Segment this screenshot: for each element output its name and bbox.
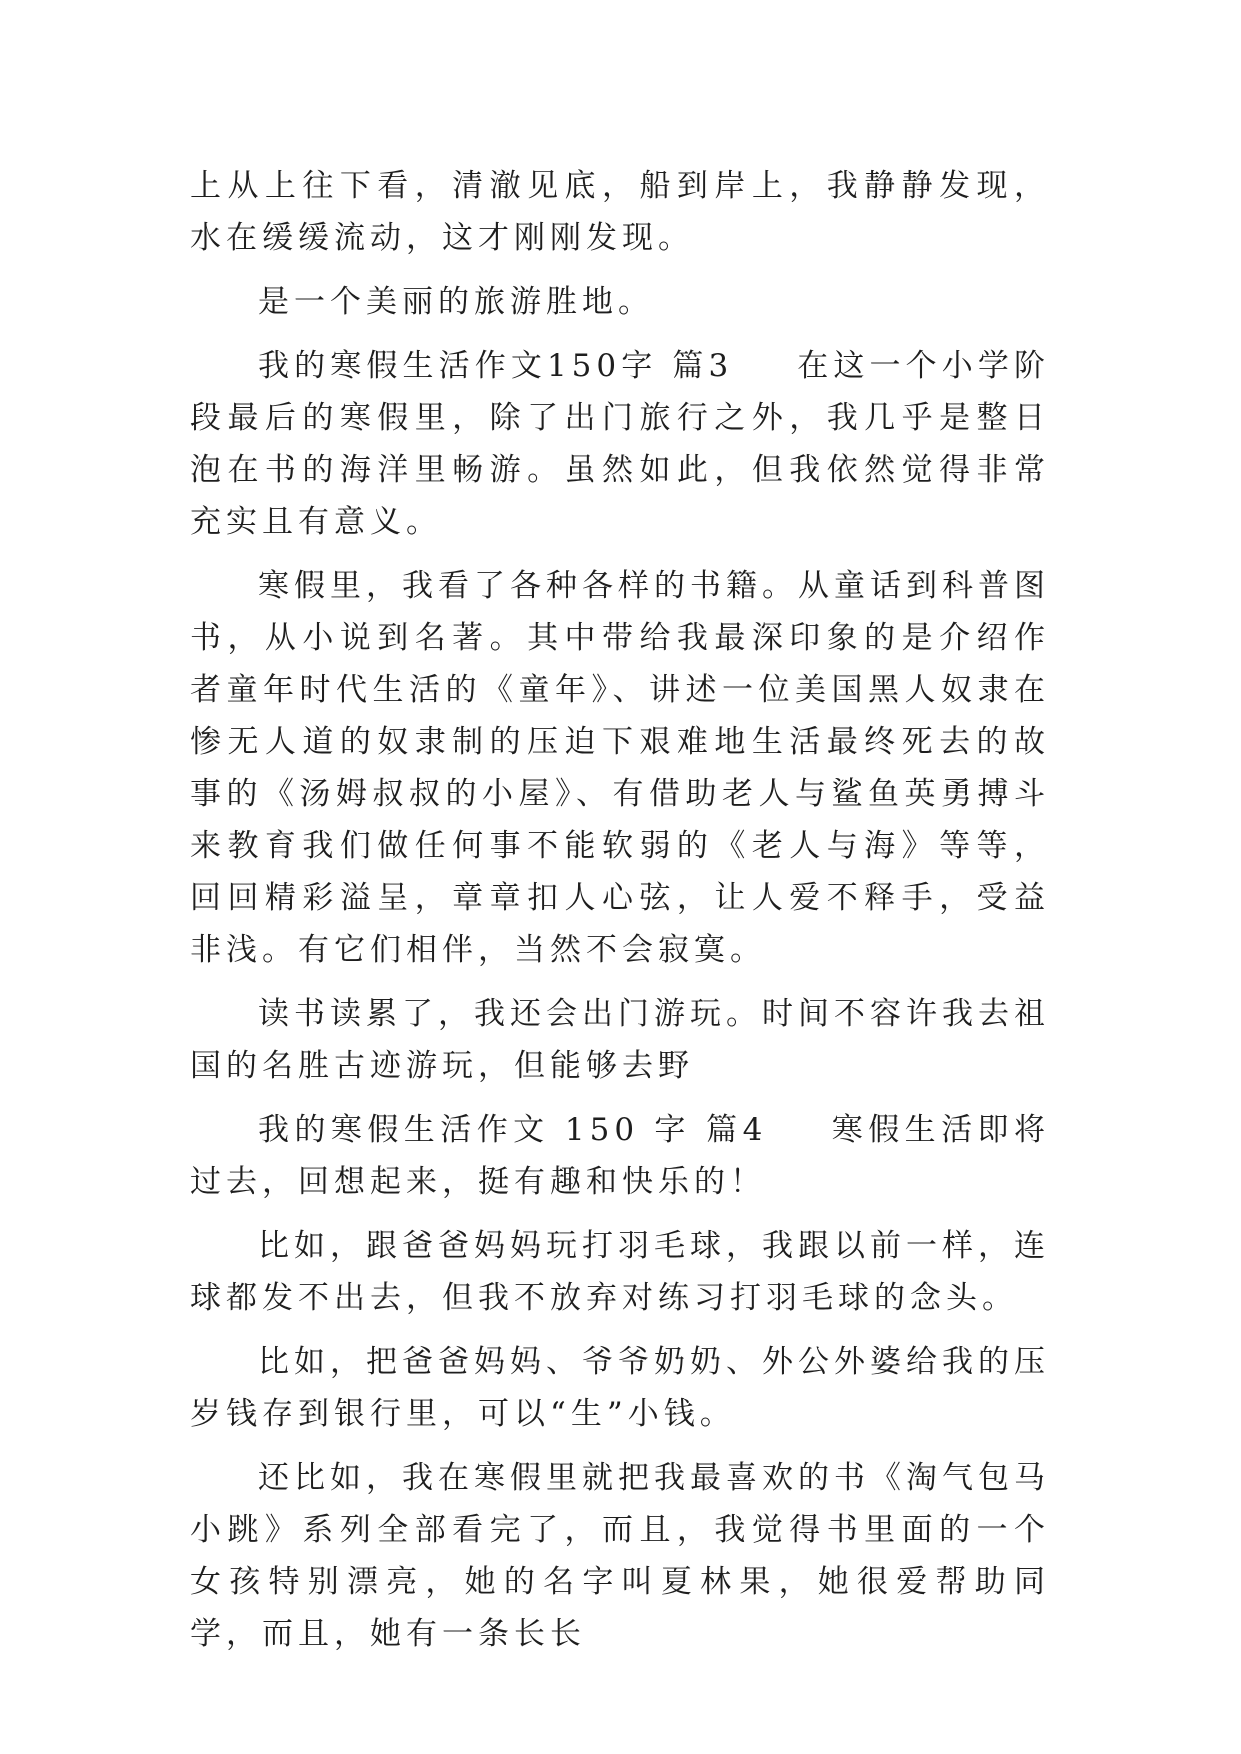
paragraph-text: 还比如，我在寒假里就把我最喜欢的书《淘气包马小跳》系列全部看完了，而且，我觉得书里面的一个女孩特别漂亮，她的名字叫夏林果，她很爱帮助同学，而且，她有一条长长 [190,1460,1050,1652]
paragraph-6 [190,1104,1050,1208]
paragraph-9 [190,1452,1050,1660]
paragraph-2 [190,276,1050,328]
paragraph-text: 在这一个小学阶段最后的寒假里，除了出门旅行之外，我几乎是整日泡在书的海洋里畅游。虽然如此，但我依然觉得非常充实且有意义。 [190,348,1051,540]
section-heading: 我的寒假生活作文 150 字 篇4 [258,1112,768,1148]
paragraph-4 [190,560,1050,976]
paragraph-7 [190,1220,1050,1324]
paragraph-text: 寒假生活即将过去，回想起来，挺有趣和快乐的！ [190,1112,1050,1200]
paragraph-8 [190,1336,1050,1440]
document-page [190,160,1050,1672]
paragraph-text: 读书读累了，我还会出门游玩。时间不容许我去祖国的名胜古迹游玩，但能够去野 [190,996,1050,1084]
paragraph-text: 寒假里，我看了各种各样的书籍。从童话到科普图书，从小说到名著。其中带给我最深印象的是介绍作者童年时代生活的《童年》、讲述一位美国黑人奴隶在惨无人道的奴隶制的压迫下艰难地生活最终死去的故事的《汤姆叔叔的小屋》、有借助老人与鲨鱼英勇搏斗来教育我们做任何事不能软弱的《老人与海》等等，回回精彩溢呈，章章扣人心弦，让人爱不释手，受益非浅。有它们相伴，当然不会寂寞。 [190,568,1050,968]
paragraph-5 [190,988,1050,1092]
paragraph-text: 是一个美丽的旅游胜地。 [258,284,654,320]
paragraph-3 [190,340,1050,548]
paragraph-text: 上从上往下看，清澈见底，船到岸上，我静静发现，水在缓缓流动，这才刚刚发现。 [190,168,1050,256]
paragraph-1 [190,160,1050,264]
section-heading: 我的寒假生活作文150字 篇3 [258,348,734,384]
paragraph-text: 比如，把爸爸妈妈、爷爷奶奶、外公外婆给我的压岁钱存到银行里，可以“生”小钱。 [190,1344,1050,1432]
paragraph-text: 比如，跟爸爸妈妈玩打羽毛球，我跟以前一样，连球都发不出去，但我不放弃对练习打羽毛球的念头。 [190,1228,1050,1316]
